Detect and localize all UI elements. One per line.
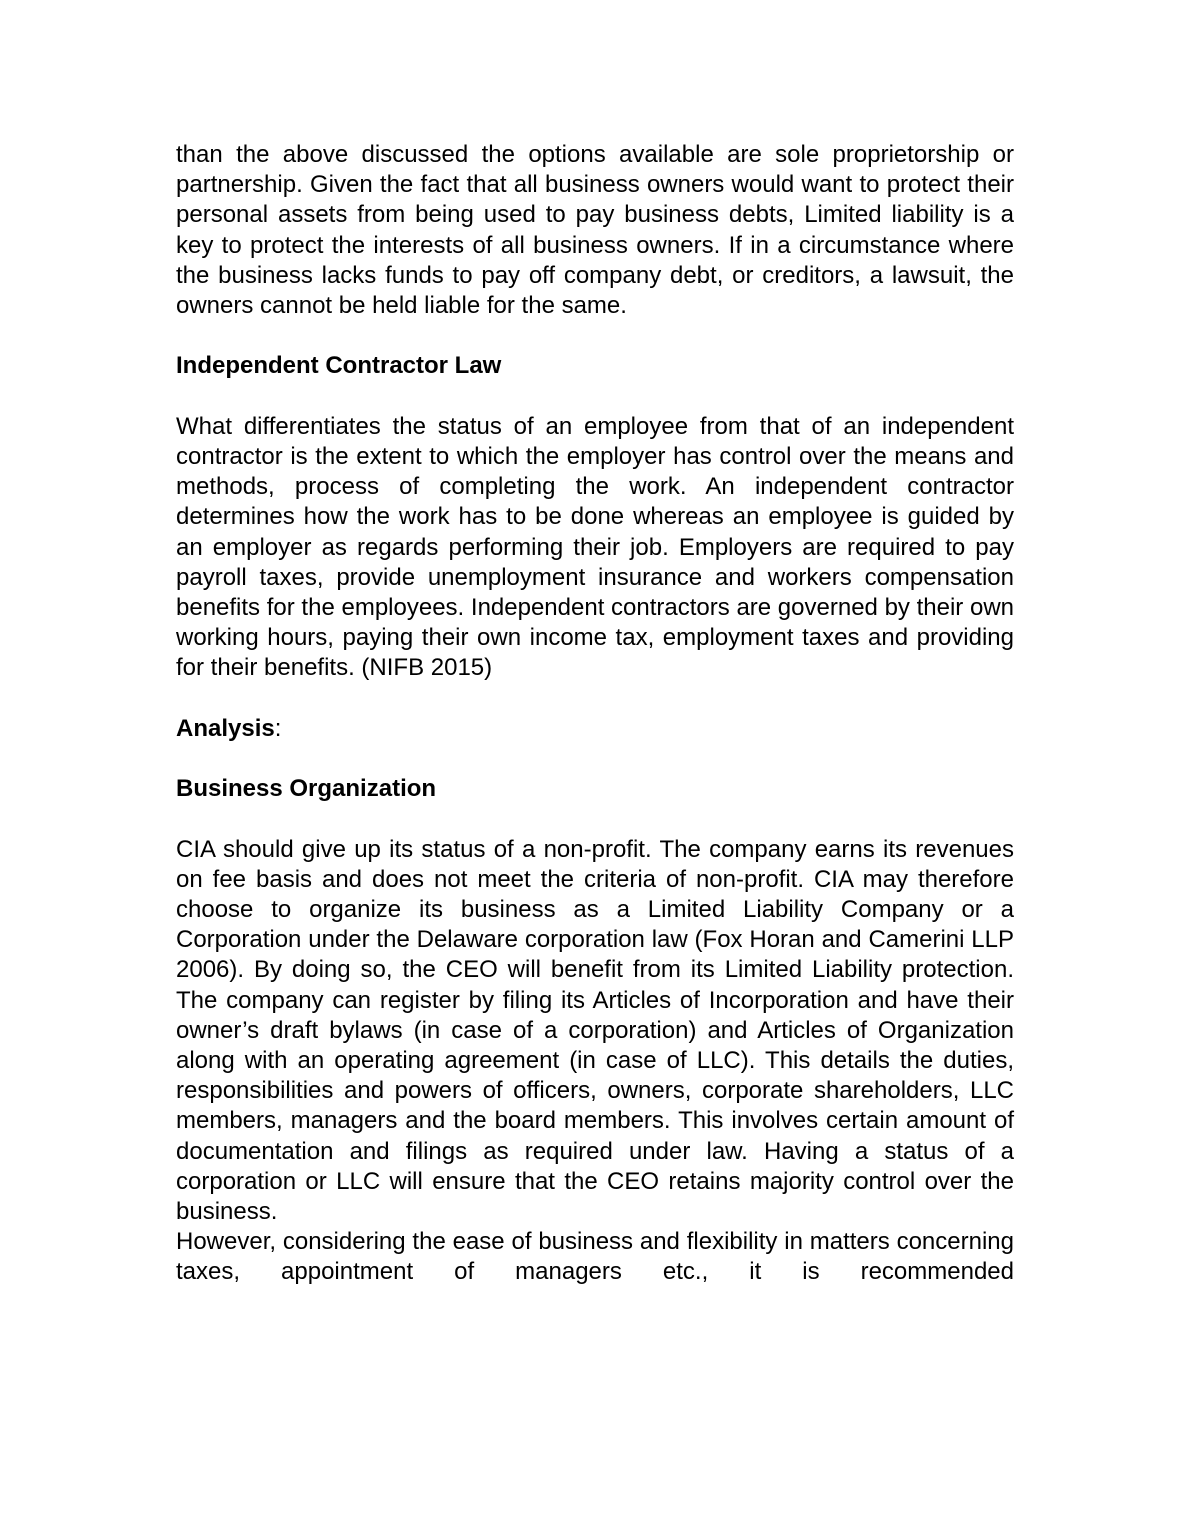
heading-analysis-text: Analysis [176, 714, 275, 742]
intro-paragraph: than the above discussed the options available are sole proprietorship or partnership. Given the fact that all business owners would want to protect their personal assets from being used to pay business debts, Limited liability is a key to protect the interests of all business owners. If in a circumstance where the business lacks funds to pay off company debt, or creditors, a lawsuit, the owners cannot be held liable for the same. [176, 141, 1014, 320]
contractor-paragraph: What differentiates the status of an employee from that of an independent contractor is the extent to which the employer has control over the means and methods, process of completing the work. An independent contractor determines how the work has to be done whereas an employee is guided by an employer as regards performing their job. Employers are required to pay payroll taxes, provide unemployment insurance and workers compensation benefits for the employees. Independent contractors are governed by their own working hours, paying their own income tax, employment taxes and providing for their benefits. (NIFB 2015) [176, 412, 1014, 682]
heading-analysis [176, 714, 1014, 744]
heading-analysis-colon: : [274, 714, 282, 742]
however-paragraph: However, considering the ease of business and flexibility in matters concerning taxes, appointment of managers etc., it is recommended [176, 1228, 1014, 1286]
business-organization-paragraph: CIA should give up its status of a non-profit. The company earns its revenues on fee basis and does not meet the criteria of non-profit. CIA may therefore choose to organize its business as a Limited Liability Company or a Corporation under the Delaware corporation law (Fox Horan and Camerini LLP 2006). By doing so, the CEO will benefit from its Limited Liability protection. The company can register by filing its Articles of Incorporation and have their owner’s draft bylaws (in case of a corporation) and Articles of Organization along with an operating agreement (in case of LLC). This details the duties, responsibilities and powers of officers, owners, corporate shareholders, LLC members, managers and the board members. This involves certain amount of documentation and filings as required under law. Having a status of a corporation or LLC will ensure that the CEO retains majority control over the business. [176, 835, 1014, 1226]
document-page [176, 140, 1014, 1288]
heading-independent-contractor-law: Independent Contractor Law [176, 352, 502, 380]
heading-business-organization: Business Organization [176, 775, 437, 803]
